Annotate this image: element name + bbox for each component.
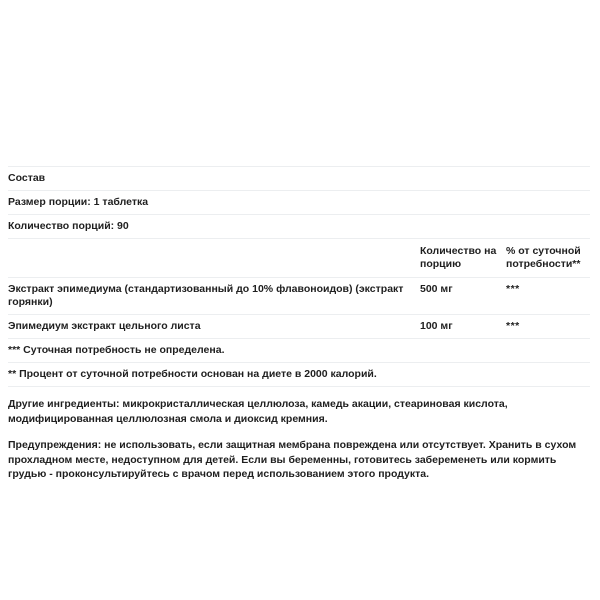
ingredient-name: Эпимедиум экстракт цельного листа [8, 315, 420, 339]
table-row-footnote [8, 363, 590, 387]
ingredient-amount: 500 мг [420, 278, 506, 315]
table-row-servings-per-container [8, 215, 590, 239]
table-row-footnote [8, 339, 590, 363]
other-ingredients-text: Другие ингредиенты: микрокристаллическая целлюлоза, камедь акации, стеариновая кислота, модифицированная целлюлозная смола и диоксид кремния. [8, 398, 508, 425]
serving-size-text: Размер порции: 1 таблетка [8, 191, 590, 215]
table-row [8, 315, 590, 339]
servings-per-container-text: Количество порций: 90 [8, 215, 590, 239]
table-row-title [8, 167, 590, 191]
supplement-facts-table [8, 166, 590, 387]
supplement-facts-panel [8, 166, 590, 482]
footnote-percent-daily-value-basis: ** Процент от суточной потребности основан на диете в 2000 калорий. [8, 363, 590, 387]
panel-title: Состав [8, 167, 590, 191]
table-row [8, 278, 590, 315]
ingredient-amount: 100 мг [420, 315, 506, 339]
footnote-daily-value-not-established: *** Суточная потребность не определена. [8, 339, 590, 363]
warnings-text: Предупреждения: не использовать, если защитная мембрана повреждена или отсутствует. Хранить в сухом прохладном месте, недоступном для детей. Если вы беременны, готовитесь забеременеть или кормить грудью - проконсультируйтесь с врачом перед использованием этого продукта. [8, 439, 577, 480]
ingredient-daily-value: *** [506, 278, 590, 315]
ingredient-name: Экстракт эпимедиума (стандартизованный до 10% флавоноидов) (экстракт горянки) [8, 278, 420, 315]
additional-notes [8, 397, 590, 482]
column-header-amount-per-serving: Количество на порцию [420, 239, 506, 278]
table-header-row [8, 239, 590, 278]
ingredient-daily-value: *** [506, 315, 590, 339]
table-row-serving-size [8, 191, 590, 215]
column-header-percent-daily-value: % от суточной потребности** [506, 239, 590, 278]
column-header-name [8, 239, 420, 278]
